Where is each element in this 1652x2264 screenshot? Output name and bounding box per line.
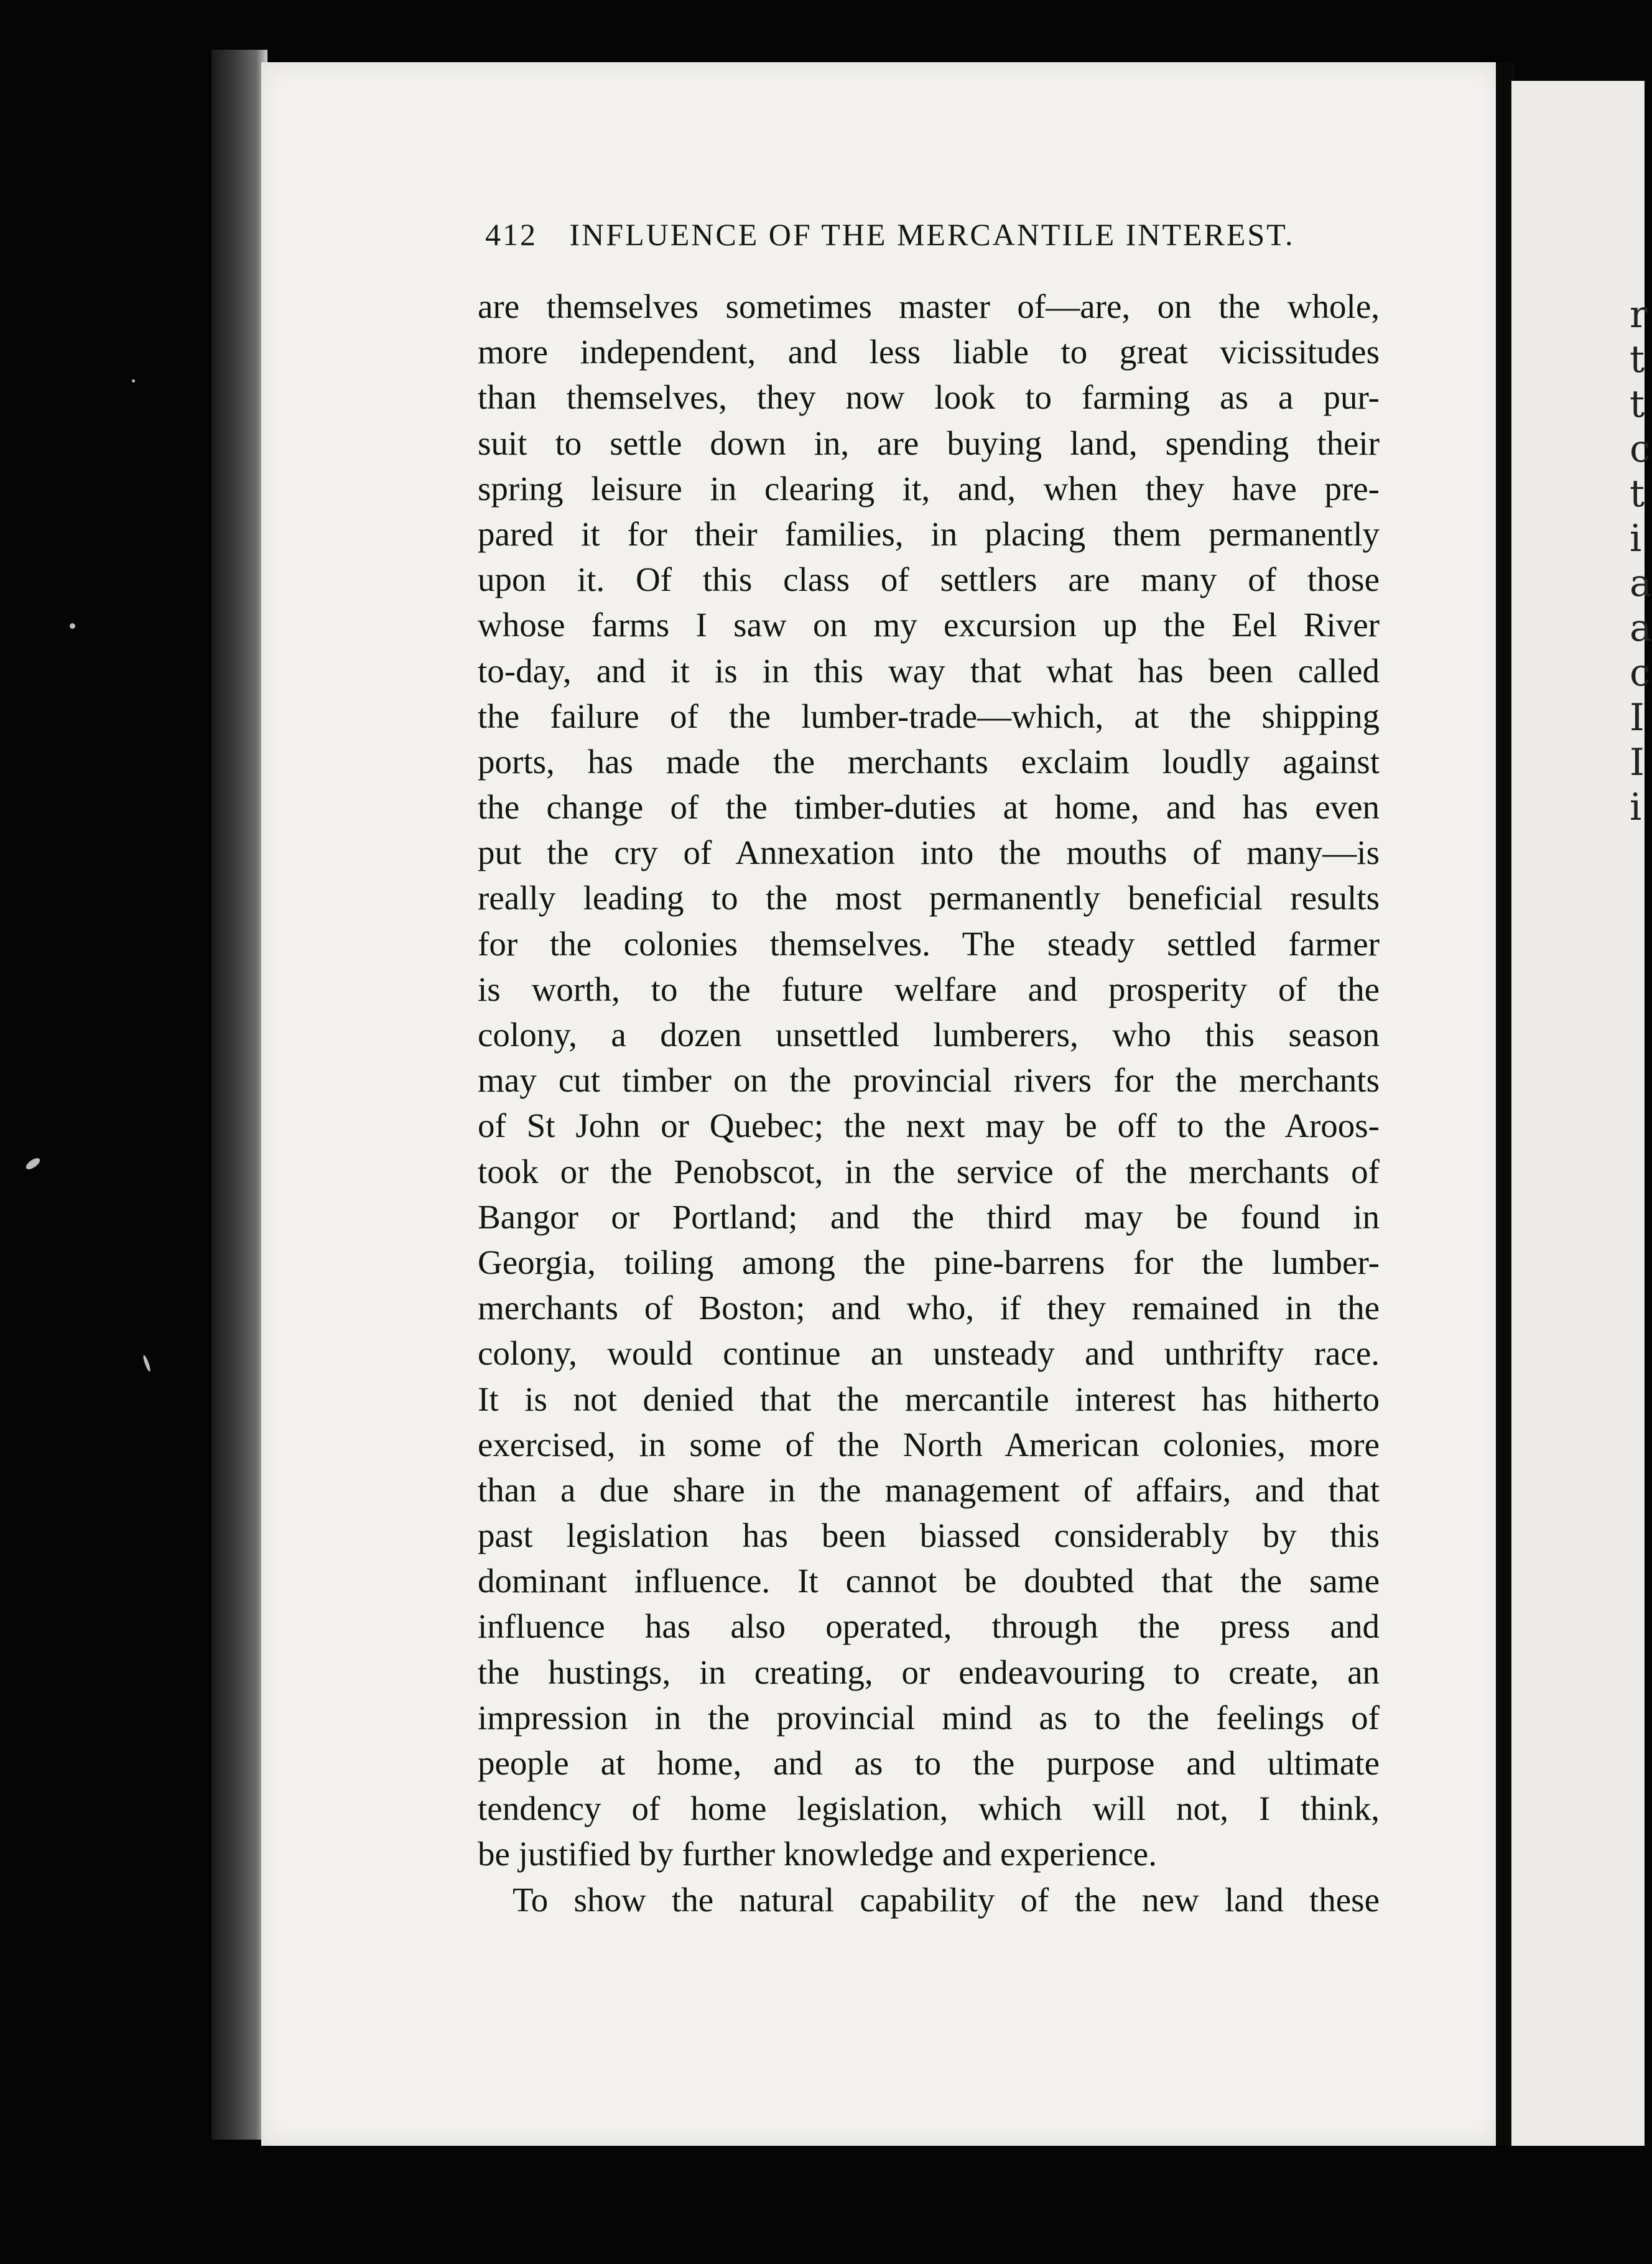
text-line: took or the Penobscot, in the service of the merchants of (478, 1152, 1380, 1190)
text-line: the change of the timber-duties at home, and has even (478, 788, 1380, 827)
text-line: people at home, and as to the purpose and ultimate (478, 1744, 1380, 1782)
book-spine-shadow (211, 50, 267, 2140)
text-line: put the cry of Annexation into the mouths of many—is (478, 833, 1380, 872)
facing-letter: a (1630, 562, 1652, 605)
text-line: of St John or Quebec; the next may be off to the Aroos- (478, 1106, 1380, 1145)
facing-letter: i (1630, 517, 1642, 560)
body-text (478, 284, 1380, 1923)
text-line: exercised, in some of the North American colonies, more (478, 1425, 1380, 1464)
scan-speck (132, 379, 135, 383)
text-line: the hustings, in creating, or endeavouring to create, an (478, 1653, 1380, 1691)
facing-letter: c (1630, 427, 1651, 471)
text-line: upon it. Of this class of settlers are many of those (478, 560, 1380, 599)
running-head (485, 216, 1294, 253)
text-line: for the colonies themselves. The steady settled farmer (478, 924, 1380, 963)
text-line: past legislation has been biassed considerably by this (478, 1516, 1380, 1555)
text-line: colony, a dozen unsettled lumberers, who this season (478, 1016, 1380, 1054)
scan-speck (70, 623, 75, 629)
text-line: colony, would continue an unsteady and unthrifty race. (478, 1334, 1380, 1373)
text-line: than themselves, they now look to farming as a pur- (478, 378, 1380, 417)
text-line: ports, has made the merchants exclaim loudly against (478, 742, 1380, 781)
running-head-title: INFLUENCE OF THE MERCANTILE INTEREST. (569, 217, 1295, 252)
text-line: To show the natural capability of the new land these (513, 1880, 1380, 1919)
text-line: impression in the provincial mind as to the feelings of (478, 1698, 1380, 1737)
scan-speck (24, 1156, 42, 1172)
text-line: pared it for their families, in placing them permanently (478, 514, 1380, 553)
text-line: Bangor or Portland; and the third may be found in (478, 1197, 1380, 1236)
text-line: spring leisure in clearing it, and, when they have pre- (478, 469, 1380, 508)
text-line: influence has also operated, through the press and (478, 1607, 1380, 1646)
scan-speck (142, 1355, 151, 1372)
text-line: more independent, and less liable to great vicissitudes (478, 333, 1380, 371)
text-line: whose farms I saw on my excursion up the Eel River (478, 606, 1380, 644)
facing-page-edge (1511, 81, 1652, 2146)
facing-letter: I (1630, 741, 1645, 784)
text-line: merchants of Boston; and who, if they remained in the (478, 1289, 1380, 1327)
text-line: to-day, and it is in this way that what has been called (478, 651, 1380, 690)
text-line: really leading to the most permanently beneficial results (478, 879, 1380, 917)
text-line: dominant influence. It cannot be doubted that the same (478, 1562, 1380, 1600)
text-line: are themselves sometimes master of—are, on the whole, (478, 287, 1380, 325)
text-line: It is not denied that the mercantile interest has hitherto (478, 1380, 1380, 1418)
facing-letter: t (1630, 383, 1645, 426)
facing-letter: r (1630, 293, 1648, 336)
text-line: than a due share in the management of affairs, and that (478, 1470, 1380, 1509)
text-line: the failure of the lumber-trade—which, at the shipping (478, 697, 1380, 735)
text-line: be justified by further knowledge and experience. (478, 1835, 1157, 1873)
text-line: tendency of home legislation, which will not, I think, (478, 1789, 1380, 1828)
text-line: suit to settle down in, are buying land, spending their (478, 424, 1380, 462)
text-line: is worth, to the future welfare and prosperity of the (478, 970, 1380, 1008)
facing-letter: t (1630, 338, 1645, 381)
text-line: may cut timber on the provincial rivers for the merchants (478, 1061, 1380, 1100)
facing-letter: i (1630, 786, 1642, 829)
facing-letter: I (1630, 696, 1645, 740)
facing-page-letters (1630, 292, 1652, 830)
text-line: Georgia, toiling among the pine-barrens for the lumber- (478, 1243, 1380, 1281)
page-number: 412 (485, 217, 537, 252)
facing-letter: a (1630, 606, 1652, 650)
facing-letter: c (1630, 651, 1651, 695)
facing-letter: t (1630, 472, 1645, 516)
